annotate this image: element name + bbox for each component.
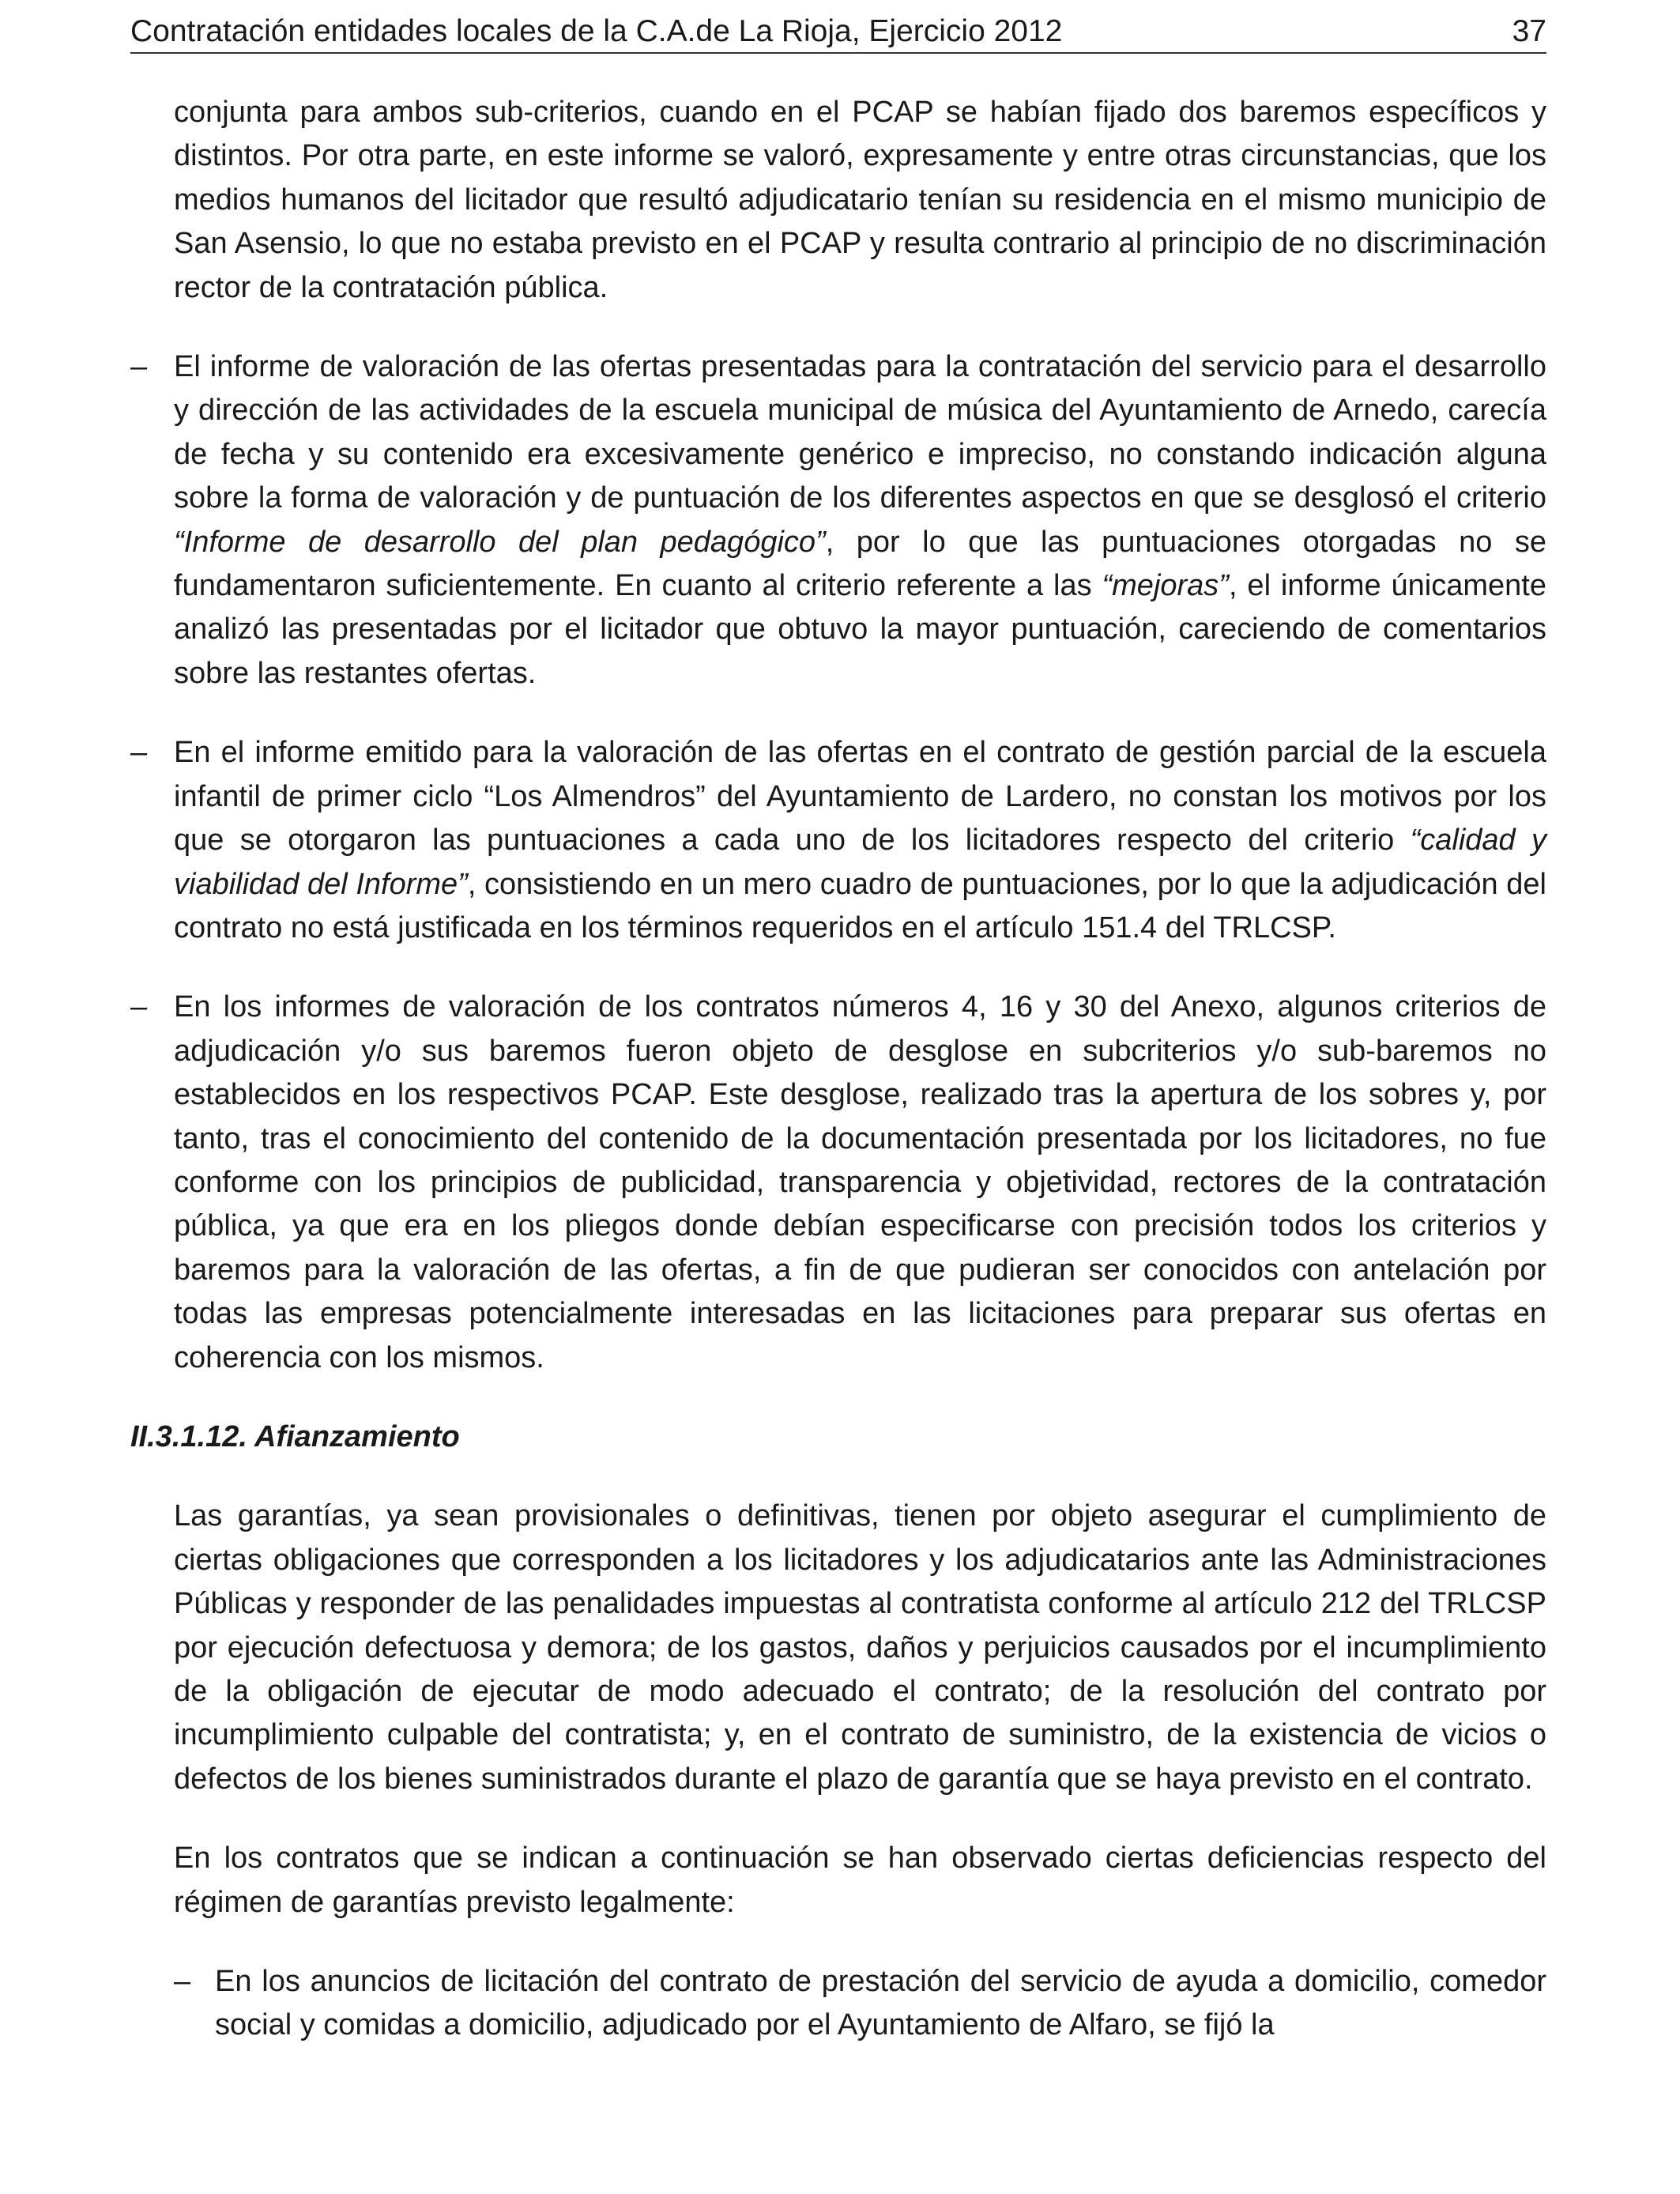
italic-quote: “Informe de desarrollo del plan pedagógico” bbox=[174, 525, 826, 559]
paragraph: Las garantías, ya sean provisionales o definitivas, tienen por objeto asegurar el cumplimiento de ciertas obligaciones que corresponden a los licitadores y los adjudicatarios ante las Administraciones Públicas y responder de las penalidades impuestas al contratista conforme al artículo 212 del TRLCSP por ejecución defectuosa y demora; de los gastos, daños y perjuicios causados por el incumplimiento de la obligación de ejecutar de modo adecuado el contrato; de la resolución del contrato por incumplimiento culpable del contratista; y, en el contrato de suministro, de la existencia de vicios o defectos de los bienes suministrados durante el plazo de garantía que se haya previsto en el contrato. bbox=[174, 1499, 1546, 1796]
list-item-text: En los informes de valoración de los contratos números 4, 16 y 30 del Anexo, algunos criterios de adjudicación y/o sus baremos fueron objeto de desglose en subcriterios y/o sub-baremos no establecidos en los respectivos PCAP. Este desglose, realizado tras la apertura de los sobres y, por tanto, tras el conocimiento del contenido de la documentación presentada por los licitadores, no fue conforme con los principios de publicidad, transparencia y objetividad, rectores de la contratación pública, ya que era en los pliegos donde debían especificarse con precisión todos los criterios y baremos para la valoración de las ofertas, a fin de que pudieran ser conocidos con antelación por todas las empresas potencialmente interesadas en las licitaciones para preparar sus ofertas en coherencia con los mismos. bbox=[174, 990, 1546, 1374]
list-item-text: En los anuncios de licitación del contrato de prestación del servicio de ayuda a domicilio, comedor social y comidas a domicilio, adjudicado por el Ayuntamiento de Alfaro, se fijó la bbox=[215, 1965, 1546, 2042]
dash-bullet: – bbox=[130, 350, 148, 384]
list-item bbox=[130, 345, 1547, 696]
text-run: , consistiendo en un mero cuadro de puntuaciones, por lo que la adjudicación del contrato no está justificada en los términos requeridos en el artículo 151.4 del TRLCSP. bbox=[174, 867, 1546, 944]
text-run: En el informe emitido para la valoración de las ofertas en el contrato de gestión parcial de la escuela infantil de primer ciclo “Los Almendros” del Ayuntamiento de Lardero, no constan los motivos por los que se otorgaron las puntuaciones a cada uno de los licitadores respecto del criterio bbox=[174, 736, 1546, 858]
list-item bbox=[130, 731, 1546, 950]
text-run: , el informe únicamente analizó las presentadas por el licitador que obtuvo la mayor puntuación, careciendo de comentarios sobre las restantes ofertas. bbox=[174, 569, 1546, 690]
header-title: Contratación entidades locales de la C.A.de La Rioja, Ejercicio 2012 bbox=[130, 14, 1063, 48]
list-item bbox=[174, 1960, 1546, 2048]
list-item bbox=[130, 986, 1546, 1380]
running-header bbox=[130, 11, 1546, 54]
list-item-text bbox=[174, 345, 1546, 696]
list-item-text bbox=[174, 731, 1546, 950]
text-run: , por lo que las puntuaciones otorgadas no se fundamentaron suficientemente. En cuanto al criterio referente a las bbox=[174, 525, 1547, 603]
paragraph: conjunta para ambos sub-criterios, cuando en el PCAP se habían fijado dos baremos específicos y distintos. Por otra parte, en este informe se valoró, expresamente y entre otras circunstancias, que los medios humanos del licitador que resultó adjudicatario tenían su residencia en el mismo municipio de San Asensio, lo que no estaba previsto en el PCAP y resulta contrario al principio de no discriminación rector de la contratación pública. bbox=[174, 96, 1546, 304]
body-text bbox=[130, 91, 1547, 2083]
section-heading: II.3.1.12. Afianzamiento bbox=[130, 1419, 460, 1453]
text-run: El informe de valoración de las ofertas presentadas para la contratación del servicio para el desarrollo y dirección de las actividades de la escuela municipal de música del Ayuntamiento de Arnedo, carecía de fecha y su contenido era excesivamente genérico e impreciso, no constando indicación alguna sobre la forma de valoración y de puntuación de los diferentes aspectos en que se desglosó el criterio bbox=[174, 350, 1546, 515]
dash-bullet: – bbox=[130, 990, 148, 1024]
italic-quote: “calidad y viabilidad del Informe” bbox=[174, 824, 1546, 901]
paragraph: En los contratos que se indican a continuación se han observado ciertas deficiencias respecto del régimen de garantías previsto legalmente: bbox=[174, 1842, 1546, 1919]
dash-bullet: – bbox=[174, 1965, 191, 1999]
page-number: 37 bbox=[1512, 14, 1546, 48]
dash-bullet: – bbox=[130, 736, 148, 770]
italic-quote: “mejoras” bbox=[1102, 569, 1229, 603]
